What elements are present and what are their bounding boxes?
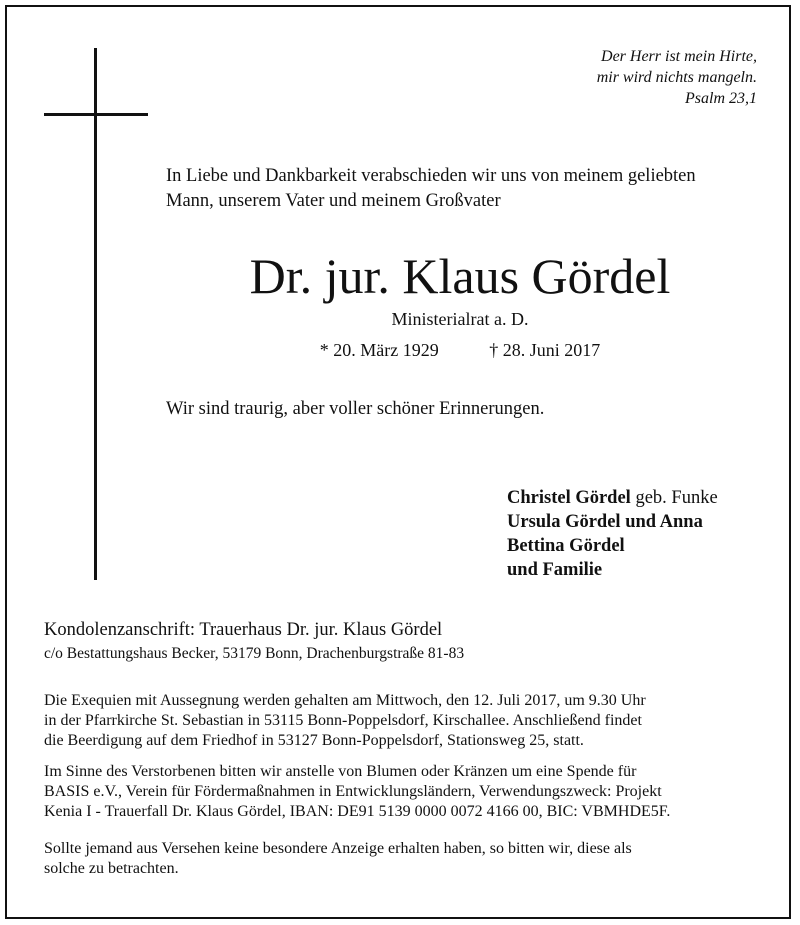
- psalm-line-2: mir wird nichts mangeln.: [596, 69, 757, 86]
- mourner-line-4: und Familie: [507, 560, 603, 580]
- deceased-name: Dr. jur. Klaus Gördel: [249, 248, 671, 304]
- psalm-reference: Psalm 23,1: [685, 90, 757, 107]
- death-date: † 28. Juni 2017: [489, 340, 601, 360]
- paragraph-line: Im Sinne des Verstorbenen bitten wir anstelle von Blumen oder Kränzen um eine Spende für: [44, 763, 637, 780]
- paragraph-line: in der Pfarrkirche St. Sebastian in 53115 Bonn-Poppelsdorf, Kirschallee. Anschließend findet: [44, 712, 642, 729]
- psalm-line-1: Der Herr ist mein Hirte,: [601, 48, 757, 65]
- paragraph-line: solche zu betrachten.: [44, 860, 179, 877]
- donation-paragraph: [44, 762, 756, 822]
- mourner-name-christel: Christel Gördel: [507, 488, 631, 508]
- birth-date: * 20. März 1929: [319, 340, 439, 360]
- funeral-info-paragraph: [44, 691, 756, 751]
- condolence-address-heading: Kondolenzanschrift: Trauerhaus Dr. jur. Klaus Gördel: [44, 620, 443, 640]
- paragraph-line: Kenia I - Trauerfall Dr. Klaus Gördel, IBAN: DE91 5139 0000 0072 4166 00, BIC: VBMHDE5F.: [44, 803, 671, 820]
- memorial-sentence: Wir sind traurig, aber voller schöner Erinnerungen.: [166, 399, 545, 419]
- deceased-title: Ministerialrat a. D.: [391, 309, 529, 329]
- mourner-line-3: Bettina Gördel: [507, 536, 625, 556]
- cross-horizontal-bar: [44, 113, 148, 116]
- paragraph-line: Die Exequien mit Aussegnung werden gehalten am Mittwoch, den 12. Juli 2017, um 9.30 Uhr: [44, 692, 646, 709]
- mourner-line-2: Ursula Gördel und Anna: [507, 512, 703, 532]
- mourner-maiden-name: geb. Funke: [630, 488, 718, 508]
- mourners-list: [507, 486, 718, 582]
- intro-line-1: In Liebe und Dankbarkeit verabschieden wir uns von meinem geliebten: [166, 166, 696, 186]
- intro-text: [166, 164, 766, 214]
- mourner-line-1: [507, 486, 718, 510]
- paragraph-line: die Beerdigung auf dem Friedhof in 53127 Bonn-Poppelsdorf, Stationsweg 25, statt.: [44, 732, 584, 749]
- paragraph-line: Sollte jemand aus Versehen keine besondere Anzeige erhalten haben, so bitten wir, diese als: [44, 840, 632, 857]
- life-dates: [0, 340, 800, 361]
- psalm-quote: [597, 46, 757, 109]
- notice-paragraph: [44, 839, 756, 879]
- condolence-address: c/o Bestattungshaus Becker, 53179 Bonn, Drachenburgstraße 81-83: [44, 645, 465, 662]
- paragraph-line: BASIS e.V., Verein für Fördermaßnahmen in Entwicklungsländern, Verwendungszweck: Projekt: [44, 783, 662, 800]
- intro-line-2: Mann, unserem Vater und meinem Großvater: [166, 191, 501, 211]
